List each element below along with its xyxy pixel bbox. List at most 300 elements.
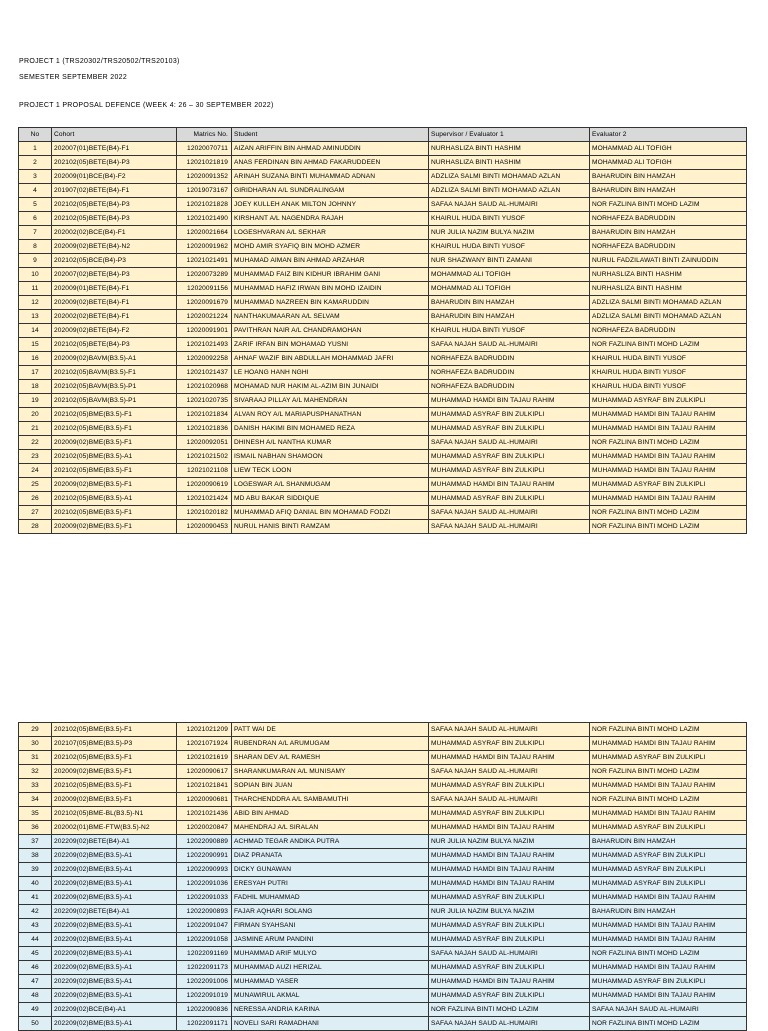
cell-no: 39 — [19, 863, 52, 877]
cell-evaluator-2: BAHARUDIN BIN HAMZAH — [590, 905, 747, 919]
cell-supervisor: MUHAMMAD ASYRAF BIN ZULKIPLI — [429, 492, 590, 506]
cell-evaluator-2: BAHARUDIN BIN HAMZAH — [590, 226, 747, 240]
cell-supervisor: SAFAA NAJAH SAUD AL-HUMAIRI — [429, 436, 590, 450]
table-row — [19, 282, 747, 296]
cell-evaluator-2: MUHAMMAD HAMDI BIN TAJAU RAHIM — [590, 961, 747, 975]
cell-evaluator-2: NORHAFEZA BADRUDDIN — [590, 212, 747, 226]
cell-student: SOPIAN BIN JUAN — [232, 779, 429, 793]
table-row — [19, 793, 747, 807]
cell-supervisor: KHAIRUL HUDA BINTI YUSOF — [429, 212, 590, 226]
cell-cohort: 202009(02)BETE(B4)-F1 — [52, 296, 177, 310]
cell-student: SIVARAAJ PILLAY A/L MAHENDRAN — [232, 394, 429, 408]
cell-supervisor: MUHAMMAD ASYRAF BIN ZULKIPLI — [429, 989, 590, 1003]
cell-no: 8 — [19, 240, 52, 254]
cell-evaluator-2: NOR FAZLINA BINTI MOHD LAZIM — [590, 338, 747, 352]
cell-cohort: 202209(02)BME(B3.5)-A1 — [52, 989, 177, 1003]
cell-supervisor: KHAIRUL HUDA BINTI YUSOF — [429, 324, 590, 338]
cell-matrics: 12021020735 — [177, 394, 232, 408]
cell-no: 43 — [19, 919, 52, 933]
cell-no: 40 — [19, 877, 52, 891]
cell-cohort: 202009(01)BCE(B4)-F2 — [52, 170, 177, 184]
cell-evaluator-2: BAHARUDIN BIN HAMZAH — [590, 184, 747, 198]
cell-student: ANAS FERDINAN BIN AHMAD FAKARUDDEEN — [232, 156, 429, 170]
cell-supervisor: BAHARUDIN BIN HAMZAH — [429, 296, 590, 310]
table-row — [19, 366, 747, 380]
cell-no: 11 — [19, 282, 52, 296]
cell-evaluator-2: MUHAMMAD HAMDI BIN TAJAU RAHIM — [590, 779, 747, 793]
cell-supervisor: MUHAMMAD HAMDI BIN TAJAU RAHIM — [429, 863, 590, 877]
cell-cohort: 202002(02)BETE(B4)-F1 — [52, 310, 177, 324]
cell-cohort: 202002(01)BME-FTW(B3.5)-N2 — [52, 821, 177, 835]
cell-cohort: 202209(02)BME(B3.5)-A1 — [52, 891, 177, 905]
cell-evaluator-2: NORHAFEZA BADRUDDIN — [590, 240, 747, 254]
cell-supervisor: MUHAMMAD HAMDI BIN TAJAU RAHIM — [429, 877, 590, 891]
cell-student: MUNAWIRUL AKMAL — [232, 989, 429, 1003]
table-row — [19, 919, 747, 933]
table-row — [19, 240, 747, 254]
cell-no: 35 — [19, 807, 52, 821]
cell-student: ZARIF IRFAN BIN MOHAMAD YUSNI — [232, 338, 429, 352]
cell-no: 37 — [19, 835, 52, 849]
cell-cohort: 202102(05)BME(B3.5)-F1 — [52, 408, 177, 422]
cell-matrics: 12021020968 — [177, 380, 232, 394]
cell-no: 22 — [19, 436, 52, 450]
cell-matrics: 12020092258 — [177, 352, 232, 366]
cell-cohort: 202007(02)BETE(B4)-P3 — [52, 268, 177, 282]
cell-evaluator-2: MUHAMMAD ASYRAF BIN ZULKIPLI — [590, 849, 747, 863]
cell-matrics: 12022090893 — [177, 905, 232, 919]
cell-cohort: 202209(02)BME(B3.5)-A1 — [52, 1017, 177, 1031]
cell-evaluator-2: MUHAMMAD ASYRAF BIN ZULKIPLI — [590, 751, 747, 765]
table-row — [19, 863, 747, 877]
cell-student: FAJAR AQHARI SOLANG — [232, 905, 429, 919]
cell-no: 46 — [19, 961, 52, 975]
table-row — [19, 807, 747, 821]
cell-evaluator-2: MUHAMMAD HAMDI BIN TAJAU RAHIM — [590, 464, 747, 478]
cell-student: MUHAMMAD ARIF MULYO — [232, 947, 429, 961]
cell-matrics: 12021021491 — [177, 254, 232, 268]
table-row — [19, 422, 747, 436]
cell-no: 1 — [19, 142, 52, 156]
cell-no: 17 — [19, 366, 52, 380]
proposal-table-page-1 — [18, 127, 747, 534]
cell-no: 41 — [19, 891, 52, 905]
cell-cohort: 202102(05)BME(B3.5)-F1 — [52, 506, 177, 520]
table-row — [19, 835, 747, 849]
cell-student: LIEW TECK LOON — [232, 464, 429, 478]
cell-evaluator-2: MUHAMMAD ASYRAF BIN ZULKIPLI — [590, 478, 747, 492]
cell-no: 23 — [19, 450, 52, 464]
cell-cohort: 202209(02)BETE(B4)-A1 — [52, 905, 177, 919]
cell-no: 5 — [19, 198, 52, 212]
cell-student: MUHAMMAD FAIZ BIN KIDHUR IBRAHIM GANI — [232, 268, 429, 282]
cell-evaluator-2: KHAIRUL HUDA BINTI YUSOF — [590, 380, 747, 394]
cell-student: SHARANKUMARAN A/L MUNISAMY — [232, 765, 429, 779]
cell-student: ABID BIN AHMAD — [232, 807, 429, 821]
cell-matrics: 12021021836 — [177, 422, 232, 436]
cell-student: MAHENDRAJ A/L SIRALAN — [232, 821, 429, 835]
cell-no: 44 — [19, 933, 52, 947]
cell-supervisor: MUHAMMAD ASYRAF BIN ZULKIPLI — [429, 464, 590, 478]
cell-no: 14 — [19, 324, 52, 338]
cell-no: 13 — [19, 310, 52, 324]
cell-cohort: 202009(02)BETE(B4)-F2 — [52, 324, 177, 338]
project-title: PROJECT 1 (TRS20302/TRS20502/TRS20103) — [19, 58, 180, 65]
table-row — [19, 394, 747, 408]
cell-no: 21 — [19, 422, 52, 436]
table-row — [19, 352, 747, 366]
cell-cohort: 202102(05)BETE(B4)-P3 — [52, 156, 177, 170]
table-row — [19, 723, 747, 737]
cell-supervisor: NORHAFEZA BADRUDDIN — [429, 352, 590, 366]
table-header-row — [19, 128, 747, 142]
cell-evaluator-2: NORHAFEZA BADRUDDIN — [590, 324, 747, 338]
cell-matrics: 12021021108 — [177, 464, 232, 478]
table-row — [19, 464, 747, 478]
cell-student: DHINESH A/L NANTHA KUMAR — [232, 436, 429, 450]
cell-no: 26 — [19, 492, 52, 506]
cell-student: ARINAH SUZANA BINTI MUHAMMAD ADNAN — [232, 170, 429, 184]
cell-student: NANTHAKUMAARAN A/L SELVAM — [232, 310, 429, 324]
cell-matrics: 12020092051 — [177, 436, 232, 450]
cell-supervisor: MUHAMMAD ASYRAF BIN ZULKIPLI — [429, 961, 590, 975]
cell-matrics: 12022091058 — [177, 933, 232, 947]
cell-evaluator-2: NOR FAZLINA BINTI MOHD LAZIM — [590, 436, 747, 450]
cell-cohort: 202209(02)BME(B3.5)-A1 — [52, 919, 177, 933]
cell-student: MUHAMAD AIMAN BIN AHMAD ARZAHAR — [232, 254, 429, 268]
cell-student: MUHAMMAD AFIQ DANIAL BIN MOHAMAD FODZI — [232, 506, 429, 520]
cell-supervisor: MUHAMMAD ASYRAF BIN ZULKIPLI — [429, 919, 590, 933]
cell-student: MUHAMMAD NAZREEN BIN KAMARUDDIN — [232, 296, 429, 310]
cell-no: 32 — [19, 765, 52, 779]
cell-evaluator-2: MUHAMMAD HAMDI BIN TAJAU RAHIM — [590, 408, 747, 422]
cell-matrics: 12021021424 — [177, 492, 232, 506]
table-row — [19, 408, 747, 422]
cell-evaluator-2: MUHAMMAD HAMDI BIN TAJAU RAHIM — [590, 807, 747, 821]
cell-supervisor: MUHAMMAD ASYRAF BIN ZULKIPLI — [429, 779, 590, 793]
table-row — [19, 170, 747, 184]
cell-no: 4 — [19, 184, 52, 198]
cell-matrics: 12020091156 — [177, 282, 232, 296]
cell-no: 24 — [19, 464, 52, 478]
cell-supervisor: NUR JULIA NAZIM BULYA NAZIM — [429, 226, 590, 240]
cell-student: ERESYAH PUTRI — [232, 877, 429, 891]
cell-evaluator-2: NOR FAZLINA BINTI MOHD LAZIM — [590, 723, 747, 737]
cell-no: 34 — [19, 793, 52, 807]
cell-no: 36 — [19, 821, 52, 835]
cell-no: 47 — [19, 975, 52, 989]
cell-evaluator-2: MUHAMMAD ASYRAF BIN ZULKIPLI — [590, 394, 747, 408]
cell-no: 42 — [19, 905, 52, 919]
table-row — [19, 324, 747, 338]
cell-student: NOVELI SARI RAMADHANI — [232, 1017, 429, 1031]
cell-supervisor: NORHAFEZA BADRUDDIN — [429, 380, 590, 394]
table-row — [19, 1003, 747, 1017]
cell-supervisor: NURHASLIZA BINTI HASHIM — [429, 156, 590, 170]
cell-evaluator-2: MUHAMMAD HAMDI BIN TAJAU RAHIM — [590, 933, 747, 947]
cell-evaluator-2: NOR FAZLINA BINTI MOHD LAZIM — [590, 1017, 747, 1031]
cell-evaluator-2: NOR FAZLINA BINTI MOHD LAZIM — [590, 793, 747, 807]
cell-cohort: 202009(02)BME(B3.5)-F1 — [52, 765, 177, 779]
cell-supervisor: BAHARUDIN BIN HAMZAH — [429, 310, 590, 324]
cell-student: FIRMAN SYAHSANI — [232, 919, 429, 933]
cell-matrics: 12022091033 — [177, 891, 232, 905]
cell-matrics: 12020091352 — [177, 170, 232, 184]
table-row — [19, 254, 747, 268]
cell-matrics: 12022091171 — [177, 1017, 232, 1031]
cell-cohort: 202007(01)BETE(B4)-F1 — [52, 142, 177, 156]
cell-cohort: 202102(05)BME(B3.5)-A1 — [52, 450, 177, 464]
cell-student: NURUL HANIS BINTI RAMZAM — [232, 520, 429, 534]
cell-supervisor: NURHASLIZA BINTI HASHIM — [429, 142, 590, 156]
cell-supervisor: SAFAA NAJAH SAUD AL-HUMAIRI — [429, 947, 590, 961]
cell-no: 19 — [19, 394, 52, 408]
cell-supervisor: SAFAA NAJAH SAUD AL-HUMAIRI — [429, 1017, 590, 1031]
cell-supervisor: MUHAMMAD HAMDI BIN TAJAU RAHIM — [429, 849, 590, 863]
cell-student: ISMAIL NABHAN SHAMOON — [232, 450, 429, 464]
table-row — [19, 296, 747, 310]
cell-supervisor: NUR SHAZWANY BINTI ZAMANI — [429, 254, 590, 268]
cell-matrics: 12020021664 — [177, 226, 232, 240]
cell-student: MUHAMMAD YASER — [232, 975, 429, 989]
cell-student: PATT WAI DE — [232, 723, 429, 737]
cell-student: KIRSHANT A/L NAGENDRA RAJAH — [232, 212, 429, 226]
cell-cohort: 202102(05)BME(B3.5)-F1 — [52, 464, 177, 478]
table-row — [19, 506, 747, 520]
cell-no: 10 — [19, 268, 52, 282]
cell-matrics: 12021021209 — [177, 723, 232, 737]
col-header-evaluator-2: Evaluator 2 — [590, 128, 747, 142]
cell-evaluator-2: MUHAMMAD HAMDI BIN TAJAU RAHIM — [590, 919, 747, 933]
cell-no: 45 — [19, 947, 52, 961]
cell-matrics: 12020090619 — [177, 478, 232, 492]
proposal-table-page-2 — [18, 722, 747, 1031]
cell-cohort: 202209(02)BME(B3.5)-A1 — [52, 933, 177, 947]
cell-matrics: 12020091962 — [177, 240, 232, 254]
cell-evaluator-2: NOR FAZLINA BINTI MOHD LAZIM — [590, 506, 747, 520]
cell-evaluator-2: MUHAMMAD HAMDI BIN TAJAU RAHIM — [590, 891, 747, 905]
table-row — [19, 961, 747, 975]
cell-supervisor: ADZLIZA SALMI BINTI MOHAMAD AZLAN — [429, 184, 590, 198]
cell-supervisor: MUHAMMAD HAMDI BIN TAJAU RAHIM — [429, 394, 590, 408]
cell-cohort: 202009(02)BETE(B4)-N2 — [52, 240, 177, 254]
cell-evaluator-2: ADZLIZA SALMI BINTI MOHAMAD AZLAN — [590, 296, 747, 310]
table-row — [19, 779, 747, 793]
cell-supervisor: SAFAA NAJAH SAUD AL-HUMAIRI — [429, 338, 590, 352]
cell-matrics: 12020021224 — [177, 310, 232, 324]
cell-matrics: 12022091006 — [177, 975, 232, 989]
cell-cohort: 201907(02)BETE(B4)-F1 — [52, 184, 177, 198]
cell-supervisor: SAFAA NAJAH SAUD AL-HUMAIRI — [429, 723, 590, 737]
cell-supervisor: SAFAA NAJAH SAUD AL-HUMAIRI — [429, 506, 590, 520]
cell-student: AIZAN ARIFFIN BIN AHMAD AMINUDDIN — [232, 142, 429, 156]
cell-cohort: 202009(02)BAVM(B3.5)-A1 — [52, 352, 177, 366]
cell-matrics: 12022091047 — [177, 919, 232, 933]
cell-no: 12 — [19, 296, 52, 310]
cell-supervisor: MUHAMMAD ASYRAF BIN ZULKIPLI — [429, 422, 590, 436]
cell-evaluator-2: ADZLIZA SALMI BINTI MOHAMAD AZLAN — [590, 310, 747, 324]
cell-matrics: 12021021841 — [177, 779, 232, 793]
cell-no: 33 — [19, 779, 52, 793]
cell-student: MOHD AMIR SYAFIQ BIN MOHD AZMER — [232, 240, 429, 254]
cell-student: RUBENDRAN A/L ARUMUGAM — [232, 737, 429, 751]
cell-cohort: 202107(05)BME(B3.5)-P3 — [52, 737, 177, 751]
cell-evaluator-2: NOR FAZLINA BINTI MOHD LAZIM — [590, 520, 747, 534]
cell-matrics: 12020090617 — [177, 765, 232, 779]
col-header-matrics: Matrics No. — [177, 128, 232, 142]
cell-student: ACHMAD TEGAR ANDIKA PUTRA — [232, 835, 429, 849]
cell-student: LOGESHVARAN A/L SEKHAR — [232, 226, 429, 240]
cell-student: DIAZ PRANATA — [232, 849, 429, 863]
cell-no: 6 — [19, 212, 52, 226]
cell-no: 49 — [19, 1003, 52, 1017]
table-row — [19, 450, 747, 464]
cell-evaluator-2: NURUL FADZILAWATI BINTI ZAINUDDIN — [590, 254, 747, 268]
cell-evaluator-2: MUHAMMAD HAMDI BIN TAJAU RAHIM — [590, 450, 747, 464]
table-row — [19, 751, 747, 765]
cell-student: SHARAN DEV A/L RAMESH — [232, 751, 429, 765]
cell-matrics: 12022091169 — [177, 947, 232, 961]
cell-supervisor: MUHAMMAD ASYRAF BIN ZULKIPLI — [429, 807, 590, 821]
col-header-no: No — [19, 128, 52, 142]
cell-student: LOGESWAR A/L SHANMUGAM — [232, 478, 429, 492]
col-header-supervisor: Supervisor / Evaluator 1 — [429, 128, 590, 142]
cell-supervisor: NORHAFEZA BADRUDDIN — [429, 366, 590, 380]
table-row — [19, 156, 747, 170]
cell-cohort: 202102(05)BETE(B4)-P3 — [52, 212, 177, 226]
cell-no: 29 — [19, 723, 52, 737]
cell-matrics: 12020090681 — [177, 793, 232, 807]
cell-no: 31 — [19, 751, 52, 765]
semester-label: SEMESTER SEPTEMBER 2022 — [19, 74, 128, 81]
cell-student: MUHAMMAD AUZI HERIZAL — [232, 961, 429, 975]
cell-no: 25 — [19, 478, 52, 492]
cell-evaluator-2: MOHAMMAD ALI TOFIGH — [590, 142, 747, 156]
cell-cohort: 202209(02)BCE(B4)-A1 — [52, 1003, 177, 1017]
cell-evaluator-2: NOR FAZLINA BINTI MOHD LAZIM — [590, 198, 747, 212]
cell-supervisor: NUR JULIA NAZIM BULYA NAZIM — [429, 835, 590, 849]
cell-student: MD ABU BAKAR SIDDIQUE — [232, 492, 429, 506]
cell-no: 27 — [19, 506, 52, 520]
cell-matrics: 12021021828 — [177, 198, 232, 212]
cell-cohort: 202102(05)BME(B3.5)-F1 — [52, 422, 177, 436]
cell-student: JOEY KULLEH ANAK MILTON JOHNNY — [232, 198, 429, 212]
cell-student: MUHAMMAD HAFIZ IRWAN BIN MOHD IZAIDIN — [232, 282, 429, 296]
cell-evaluator-2: NOR FAZLINA BINTI MOHD LAZIM — [590, 765, 747, 779]
table-row — [19, 933, 747, 947]
cell-supervisor: MOHAMMAD ALI TOFIGH — [429, 282, 590, 296]
cell-matrics: 12021021437 — [177, 366, 232, 380]
cell-no: 28 — [19, 520, 52, 534]
cell-matrics: 12022090991 — [177, 849, 232, 863]
table-row — [19, 212, 747, 226]
cell-evaluator-2: KHAIRUL HUDA BINTI YUSOF — [590, 366, 747, 380]
cell-evaluator-2: MUHAMMAD HAMDI BIN TAJAU RAHIM — [590, 422, 747, 436]
table-row — [19, 310, 747, 324]
cell-matrics: 12021021834 — [177, 408, 232, 422]
cell-cohort: 202102(05)BME(B3.5)-A1 — [52, 492, 177, 506]
table-row — [19, 975, 747, 989]
cell-evaluator-2: MUHAMMAD ASYRAF BIN ZULKIPLI — [590, 821, 747, 835]
cell-supervisor: NOR FAZLINA BINTI MOHD LAZIM — [429, 1003, 590, 1017]
table-row — [19, 478, 747, 492]
table-row — [19, 268, 747, 282]
cell-matrics: 12022091019 — [177, 989, 232, 1003]
cell-evaluator-2: MOHAMMAD ALI TOFIGH — [590, 156, 747, 170]
cell-cohort: 202209(02)BME(B3.5)-A1 — [52, 975, 177, 989]
cell-supervisor: SAFAA NAJAH SAUD AL-HUMAIRI — [429, 765, 590, 779]
cell-supervisor: MUHAMMAD HAMDI BIN TAJAU RAHIM — [429, 975, 590, 989]
cell-matrics: 12020091901 — [177, 324, 232, 338]
table-row — [19, 737, 747, 751]
table-row — [19, 765, 747, 779]
cell-matrics: 12022091036 — [177, 877, 232, 891]
cell-matrics: 12022091173 — [177, 961, 232, 975]
cell-student: MOHAMAD NUR HAKIM AL-AZIM BIN JUNAIDI — [232, 380, 429, 394]
cell-evaluator-2: BAHARUDIN BIN HAMZAH — [590, 835, 747, 849]
cell-no: 2 — [19, 156, 52, 170]
cell-matrics: 12020070711 — [177, 142, 232, 156]
table-row — [19, 989, 747, 1003]
cell-supervisor: MUHAMMAD ASYRAF BIN ZULKIPLI — [429, 933, 590, 947]
cell-supervisor: SAFAA NAJAH SAUD AL-HUMAIRI — [429, 198, 590, 212]
table-row — [19, 891, 747, 905]
table-row — [19, 338, 747, 352]
cell-no: 30 — [19, 737, 52, 751]
cell-evaluator-2: MUHAMMAD HAMDI BIN TAJAU RAHIM — [590, 737, 747, 751]
cell-cohort: 202209(02)BME(B3.5)-A1 — [52, 961, 177, 975]
table-row — [19, 436, 747, 450]
cell-no: 16 — [19, 352, 52, 366]
cell-cohort: 202009(02)BME(B3.5)-F1 — [52, 793, 177, 807]
cell-evaluator-2: BAHARUDIN BIN HAMZAH — [590, 170, 747, 184]
cell-evaluator-2: NURHASLIZA BINTI HASHIM — [590, 282, 747, 296]
cell-cohort: 202102(05)BETE(B4)-P3 — [52, 198, 177, 212]
cell-no: 38 — [19, 849, 52, 863]
cell-matrics: 12020091679 — [177, 296, 232, 310]
cell-evaluator-2: MUHAMMAD ASYRAF BIN ZULKIPLI — [590, 877, 747, 891]
cell-cohort: 202102(05)BME(B3.5)-F1 — [52, 779, 177, 793]
cell-cohort: 202009(02)BME(B3.5)-F1 — [52, 436, 177, 450]
cell-supervisor: MUHAMMAD HAMDI BIN TAJAU RAHIM — [429, 478, 590, 492]
cell-supervisor: NUR JULIA NAZIM BULYA NAZIM — [429, 905, 590, 919]
cell-no: 50 — [19, 1017, 52, 1031]
cell-cohort: 202209(02)BME(B3.5)-A1 — [52, 877, 177, 891]
cell-student: GIRIDHARAN A/L SUNDRALINGAM — [232, 184, 429, 198]
cell-student: PAVITHRAN NAIR A/L CHANDRAMOHAN — [232, 324, 429, 338]
cell-student: THARCHENDDRA A/L SAMBAMUTHI — [232, 793, 429, 807]
cell-no: 15 — [19, 338, 52, 352]
cell-cohort: 202102(05)BAVM(B3.5)-F1 — [52, 366, 177, 380]
cell-matrics: 12022090993 — [177, 863, 232, 877]
table-row — [19, 184, 747, 198]
cell-cohort: 202009(02)BME(B3.5)-F1 — [52, 478, 177, 492]
cell-cohort: 202209(02)BME(B3.5)-A1 — [52, 849, 177, 863]
cell-evaluator-2: NURHASLIZA BINTI HASHIM — [590, 268, 747, 282]
table-row — [19, 947, 747, 961]
cell-student: DICKY GUNAWAN — [232, 863, 429, 877]
cell-matrics: 12020020847 — [177, 821, 232, 835]
cell-supervisor: SAFAA NAJAH SAUD AL-HUMAIRI — [429, 793, 590, 807]
table-row — [19, 198, 747, 212]
cell-matrics: 12022090836 — [177, 1003, 232, 1017]
cell-matrics: 12021021619 — [177, 751, 232, 765]
cell-supervisor: KHAIRUL HUDA BINTI YUSOF — [429, 240, 590, 254]
table-row — [19, 142, 747, 156]
cell-student: JASMINE ARUM PANDINI — [232, 933, 429, 947]
cell-supervisor: ADZLIZA SALMI BINTI MOHAMAD AZLAN — [429, 170, 590, 184]
cell-student: FADHIL MUHAMMAD — [232, 891, 429, 905]
